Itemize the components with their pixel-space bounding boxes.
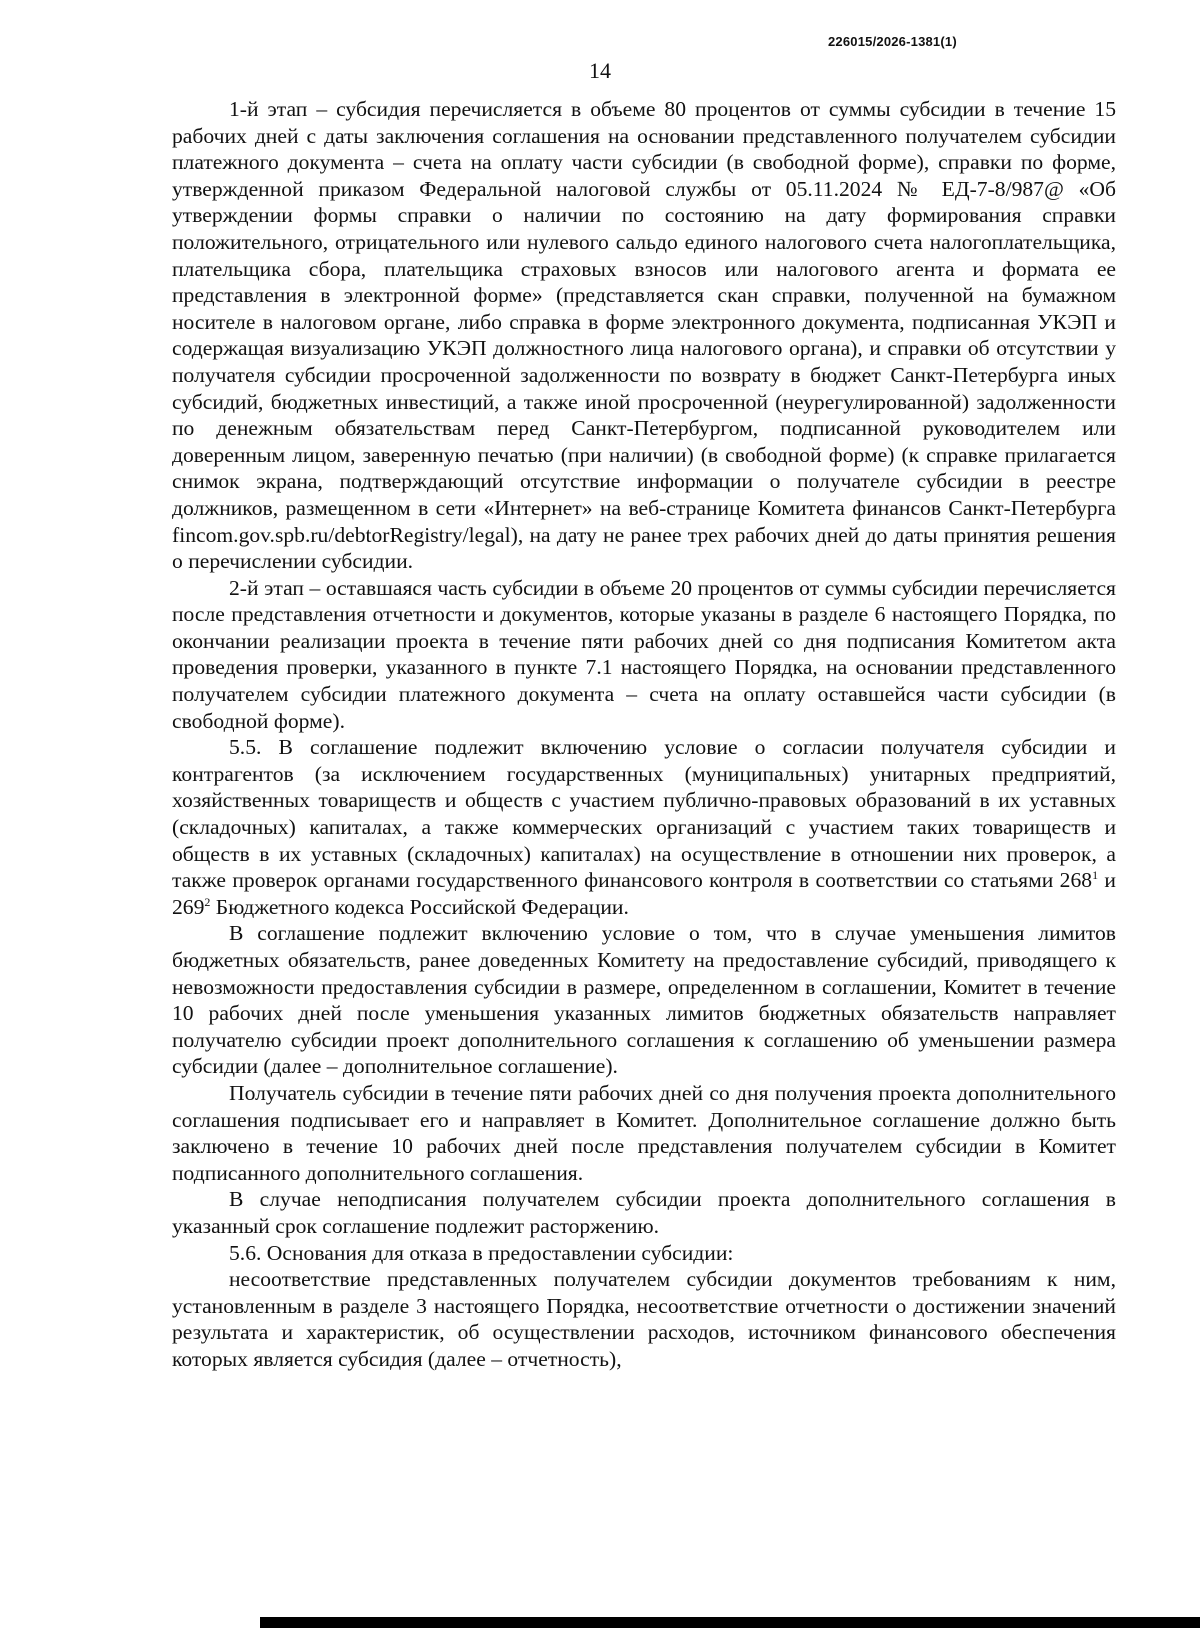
paragraph-stage-2: 2-й этап – оставшаяся часть субсидии в объеме 20 процентов от суммы субсидии перечисляется после представления отчетности и документов, которые указаны в разделе 6 настоящего Порядка, по окончании реализации проекта в течение пяти рабочих дней со дня подписания Комитетом акта проведения проверки, указанного в пункте 7.1 настоящего Порядка, на основании представленного получателем субсидии платежного документа – счета на оплату оставшейся части субсидии (в свободной форме). — [172, 575, 1116, 733]
article-269-superscript: 2 — [204, 894, 211, 909]
clause-5-5-text-start: 5.5. В соглашение подлежит включению условие о согласии получателя субсидии и контрагентов (за исключением государственных (муниципальных) унитарных предприятий, хозяйственных товариществ и обществ с участием публично-правовых образований в их уставных (складочных) капиталах, а также коммерческих организаций с участием таких товариществ и обществ в их уставных (складочных) капиталах) на осуществление в отношении них проверок, а также проверок органами государственного финансового контроля в соответствии со статьями 268 — [172, 735, 1116, 893]
paragraph-clause-5-5 — [172, 734, 1116, 920]
clause-5-5-text-mid: и 269 — [172, 868, 1116, 919]
paragraph-limits-reduction: В соглашение подлежит включению условие о том, что в случае уменьшения лимитов бюджетных обязательств, ранее доведенных Комитету на предоставление субсидий, приводящего к невозможности предоставления субсидии в размере, определенном в соглашении, Комитет в течение 10 рабочих дней после уменьшения указанных лимитов бюджетных обязательств направляет получателю субсидии проект дополнительного соглашения к соглашению об уменьшении размера субсидии (далее – дополнительное соглашение). — [172, 921, 1116, 1079]
paragraph-termination: В случае неподписания получателем субсидии проекта дополнительного соглашения в указанный срок соглашение подлежит расторжению. — [172, 1187, 1116, 1238]
paragraph-stage-1: 1-й этап – субсидия перечисляется в объеме 80 процентов от суммы субсидии в течение 15 рабочих дней с даты заключения соглашения на основании представленного получателем субсидии платежного документа – счета на оплату части субсидии (в свободной форме), справки по форме, утвержденной приказом Федеральной налоговой службы от 05.11.2024 № ЕД-7-8/987@ «Об утверждении формы справки о наличии по состоянию на дату формирования справки положительного, отрицательного или нулевого сальдо единого налогового счета налогоплательщика, плательщика сбора, плательщика страховых взносов или налогового агента и формата ее представления в электронной форме» (представляется скан справки, полученной на бумажном носителе в налоговом органе, либо справка в форме электронного документа, подписанная УКЭП и содержащая визуализацию УКЭП должностного лица налогового органа), и справки об отсутствии у получателя субсидии просроченной задолженности по возврату в бюджет Санкт-Петербурга иных субсидий, бюджетных инвестиций, а также иной просроченной (неурегулированной) задолженности по денежным обязательствам перед Санкт-Петербургом, подписанной руководителем или доверенным лицом, заверенную печатью (при наличии) (в свободной форме) (к справке прилагается снимок экрана, подтверждающий отсутствие информации о получателе субсидии в реестре должников, размещенном в сети «Интернет» на веб-странице Комитета финансов Санкт-Петербурга fincom.gov.spb.ru/debtorRegistry/legal), на дату не ранее трех рабочих дней до даты принятия решения о перечислении субсидии. — [172, 97, 1116, 574]
document-id: 226015/2026-1381(1) — [828, 34, 957, 49]
paragraph-recipient-signing: Получатель субсидии в течение пяти рабочих дней со дня получения проекта дополнительного соглашения подписывает его и направляет в Комитет. Дополнительное соглашение должно быть заключено в течение 10 рабочих дней после представления получателем субсидии в Комитет подписанного дополнительного соглашения. — [172, 1080, 1116, 1185]
scan-bottom-edge — [260, 1617, 1200, 1628]
article-268-superscript: 1 — [1092, 868, 1099, 883]
paragraph-clause-5-6: 5.6. Основания для отказа в предоставлении субсидии: — [229, 1240, 734, 1265]
paragraph-refusal-grounds: несоответствие представленных получателем субсидии документов требованиям к ним, установленным в разделе 3 настоящего Порядка, несоответствие отчетности о достижении значений результата и характеристик, об осуществлении расходов, источником финансового обеспечения которых является субсидия (далее – отчетность), — [172, 1267, 1116, 1371]
page-number: 14 — [589, 58, 611, 83]
document-body — [172, 96, 1116, 1373]
clause-5-5-text-end: Бюджетного кодекса Российской Федерации. — [210, 894, 629, 919]
